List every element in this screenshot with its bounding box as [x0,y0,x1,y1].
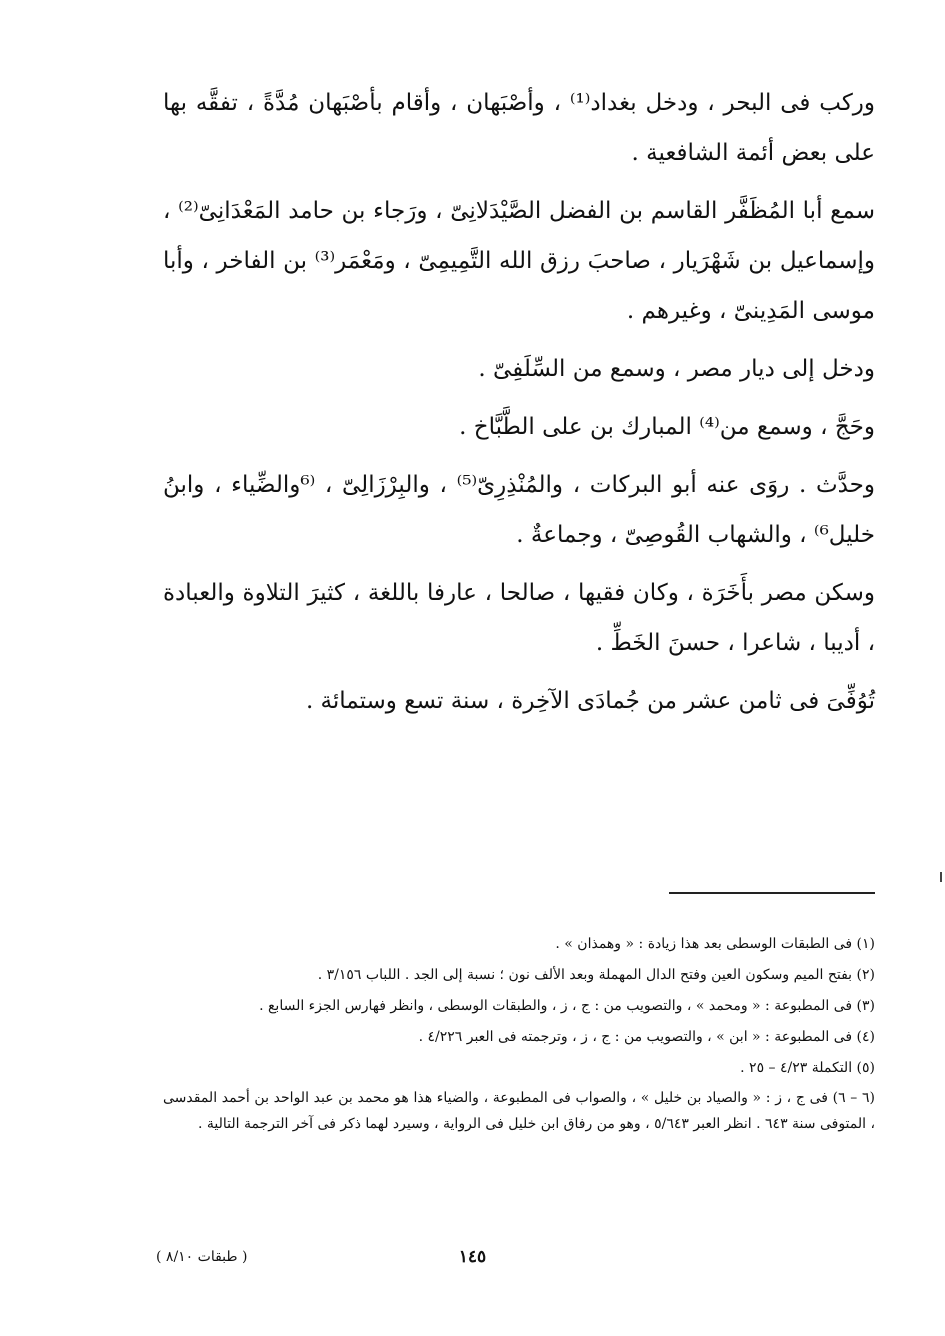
footnote: (٢) بفتح الميم وسكون العين وفتح الدال المهملة وبعد الألف نون ؛ نسبة إلى الجد . اللباب ٣/١٥٦ . [317,967,875,983]
scan-edge-mark [940,872,942,882]
footnote-divider [669,892,875,894]
footnote: (١) فى الطبقات الوسطى بعد هذا زيادة : « وهمذان » . [555,936,875,952]
main-text [163,78,875,726]
footnote: (٥) التكملة ٤/٢٣ – ٢٥ . [740,1060,875,1076]
paragraph: سمع أبا المُظَفَّر القاسم بن الفضل الصَّيْدَلانِىّ ، ورَجاء بن حامد المَعْدَانِىّ⁽²⁾ ، وإسماعيل بن شَهْرَيار ، صاحبَ رزق الله التَّمِيمِىّ ، ومَعْمَر⁽³⁾ بن الفاخر ، وأبا موسى المَدِينىّ ، وغيرهم . [163,198,875,324]
paragraph: وحَجَّ ، وسمع من⁽⁴⁾ المبارك بن على الطَّبَّاخ . [459,414,875,440]
signature-mark: ( طبقات ٨/١٠ ) [156,1249,248,1265]
paragraph: وركب فى البحر ، ودخل بغداد⁽¹⁾ ، وأصْبَهان ، وأقام بأصْبَهان مُدَّةً ، تفقَّه بها على بعض أئمة الشافعية . [163,90,875,166]
footnotes [163,930,875,1140]
paragraph: وحدَّث . روَى عنه أبو البركات ، والمُنْذِرِىّ⁽⁵⁾ ، والبِرْزَالِىّ ، ⁽⁶والضِّياء ، وابنُ خليل⁶⁾ ، والشهاب القُوصِىّ ، وجماعةٌ . [163,472,876,548]
paragraph: وسكن مصر بأَخَرَة ، وكان فقيها ، صالحا ، عارفا باللغة ، كثيرَ التلاوة والعبادة ، أديبا ، شاعرا ، حسنَ الخَطِّ . [163,580,875,656]
paragraph: تُوُفِّىَ فى ثامن عشر من جُمادَى الآخِرة ، سنة تسع وستمائة . [305,688,875,714]
footnote: (٣) فى المطبوعة : « ومحمد » ، والتصويب من : ج ، ز ، والطبقات الوسطى ، وانظر فهارس الجزء السابع . [259,998,875,1014]
paragraph: ودخل إلى ديار مصر ، وسمع من السِّلَفِىّ . [478,356,875,382]
footnote: (٦ – ٦) فى ج ، ز : « والصياد بن خليل » ، والصواب فى المطبوعة ، والضياء هذا هو محمد بن عبد الواحد بن أحمد المقدسى ، المتوفى سنة ٦٤٣ . انظر العبر ٥/٦٤٣ ، وهو من رفاق ابن خليل فى الرواية ، وسيرد لهما ذكر فى آخر الترجمة التالية . [163,1090,875,1132]
page-number: ١٤٥ [458,1247,487,1267]
footnote: (٤) فى المطبوعة : « ابن » ، والتصويب من : ج ، ز ، وترجمته فى العبر ٤/٢٢٦ . [418,1029,875,1045]
